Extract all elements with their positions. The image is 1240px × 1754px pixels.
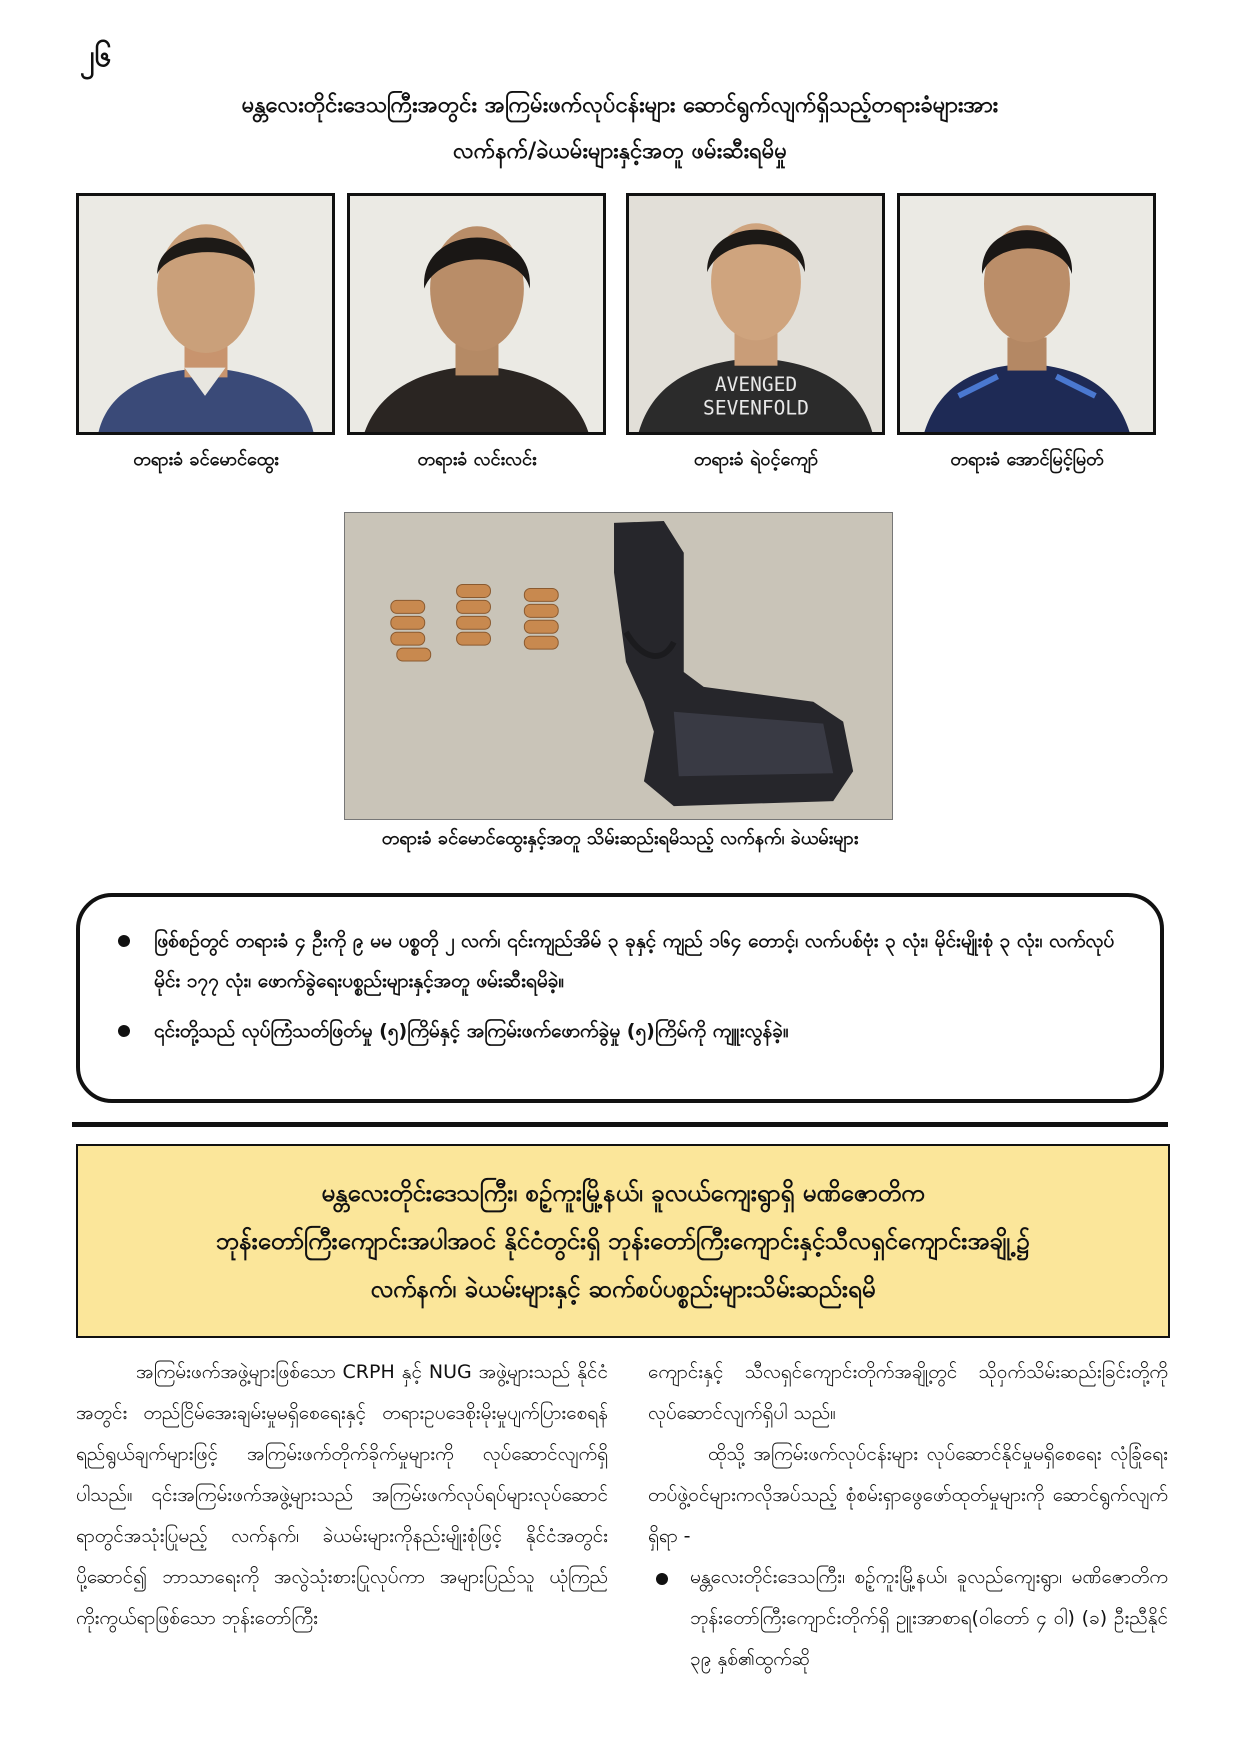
right-paragraph-2: ထိုသို့ အကြမ်းဖက်လုပ်ငန်းများ လုပ်ဆောင်နိုင်မှုမရှိစေရေး လုံခြုံရေးတပ်ဖွဲ့ဝင်များကလိုအပ်သည့် စုံစမ်းရှာဖွေဖော်ထုတ်မှုများကို ဆောင်ရွက်လျက်ရှိရာ - xyxy=(648,1443,1168,1547)
summary-item-2 xyxy=(110,1011,1130,1051)
page-number: ၂၆ xyxy=(80,39,112,74)
shirt-print-line-1: AVENGED xyxy=(714,373,798,397)
suspect-photo-1 xyxy=(76,193,335,435)
shirt-print-line-2: SEVENFOLD xyxy=(703,396,809,420)
banner-line-2: ဘုန်းတော်ကြီးကျောင်းအပါအဝင် နိုင်ငံတွင်းရှိ ဘုန်းတော်ကြီးကျောင်းနှင့်သီလရှင်ကျောင်းအချို့၌ xyxy=(216,1227,1030,1255)
suspect-photo-2 xyxy=(347,193,606,435)
summary-item-1 xyxy=(110,921,1130,1001)
suspect-caption-2: တရားခံ လင်းလင်း xyxy=(417,449,537,470)
summary-box xyxy=(76,893,1164,1103)
right-column xyxy=(648,1352,1168,1680)
evidence-photo xyxy=(344,512,893,820)
left-paragraph: အကြမ်းဖက်အဖွဲ့များဖြစ်သော CRPH နှင့် NUG အဖွဲ့များသည် နိုင်ငံအတွင်း တည်ငြိမ်အေးချမ်းမှုမရှိစေရေးနှင့် တရားဥပဒေစိုးမိုးမှုပျက်ပြားစေရန်ရည်ရွယ်ချက်များဖြင့် အကြမ်းဖက်တိုက်ခိုက်မှုများကို လုပ်ဆောင်လျက်ရှိပါသည်။ ၎င်းအကြမ်းဖက်အဖွဲ့များသည် အကြမ်းဖက်လုပ်ရပ်များလုပ်ဆောင်ရာတွင်အသုံးပြုမည့် လက်နက်၊ ခဲယမ်းများကိုနည်းမျိုးစုံဖြင့် နိုင်ငံအတွင်းပို့ဆောင်၍ ဘာသာရေးကို အလွဲသုံးစားပြုလုပ်ကာ အများပြည်သူ ယုံကြည်ကိုးကွယ်ရာဖြစ်သော ဘုန်းတော်ကြီး xyxy=(76,1361,608,1629)
suspect-caption-3: တရားခံ ရဲဝင့်ကျော် xyxy=(693,449,819,470)
suspect-caption-1: တရားခံ ခင်မောင်ထွေး xyxy=(133,449,279,470)
right-paragraph-1: ကျောင်းနှင့် သီလရှင်ကျောင်းတိုက်အချို့တွင် သိုဝှက်သိမ်းဆည်းခြင်းတို့ကို လုပ်ဆောင်လျက်ရှိပါ သည်။ xyxy=(648,1361,1168,1424)
section-divider xyxy=(72,1122,1168,1127)
bullet-icon xyxy=(118,1025,130,1037)
suspect-photo-4 xyxy=(897,193,1156,435)
bullet-icon xyxy=(656,1573,668,1585)
right-bullet-item xyxy=(648,1557,1168,1680)
summary-item-2-text: ၎င်းတို့သည် လုပ်ကြံသတ်ဖြတ်မှု (၅)ကြိမ်နှင့် အကြမ်းဖက်ဖောက်ခွဲမှု (၅)ကြိမ်ကို ကျူးလွန်ခဲ့။ xyxy=(154,1020,789,1042)
suspect-photo-3 xyxy=(626,193,885,435)
summary-item-1-text: ဖြစ်စဉ်တွင် တရားခံ ၄ ဦးကို ၉ မမ ပစ္စတို ၂ လက်၊ ၎င်းကျည်အိမ် ၃ ခုနှင့် ကျည် ၁၆၄ တောင့်၊ လက်ပစ်ဗုံး ၃ လုံး၊ မိုင်းမျိုးစုံ ၃ လုံး၊ လက်လုပ်မိုင်း ၁၇၇ လုံး၊ ဖောက်ခွဲရေးပစ္စည်းများနှင့်အတူ ဖမ်းဆီးရမိခဲ့။ xyxy=(154,930,1115,992)
headline-line-1: မန္တလေးတိုင်းဒေသကြီးအတွင်း အကြမ်းဖက်လုပ်ငန်းများ ဆောင်ရွက်လျက်ရှိသည့်တရားခံများအား xyxy=(241,93,999,118)
section-banner xyxy=(76,1144,1170,1338)
suspect-caption-4: တရားခံ အောင်မြင့်မြတ် xyxy=(950,449,1104,470)
right-bullet-text: မန္တလေးတိုင်းဒေသကြီး၊ စဉ့်ကူးမြို့နယ်၊ ခူလည်ကျေးရွာ၊ မဏိဇောတိကဘုန်းတော်ကြီးကျောင်းတိုက်ရှိ ဥူးအာစာရ(ဝါတော် ၄ ဝါ) (ခ) ဦးညီနိုင် ၃၉ နှစ်၏ထွက်ဆို xyxy=(690,1566,1168,1670)
left-column xyxy=(76,1352,608,1639)
bullet-icon xyxy=(118,935,130,947)
evidence-caption: တရားခံ ခင်မောင်ထွေးနှင့်အတူ သိမ်းဆည်းရမိသည့် လက်နက်၊ ခဲယမ်းများ xyxy=(381,828,859,849)
banner-line-3: လက်နက်၊ ခဲယမ်းများနှင့် ဆက်စပ်ပစ္စည်းများသိမ်းဆည်းရမိ xyxy=(370,1275,876,1303)
banner-line-1: မန္တလေးတိုင်းဒေသကြီး၊ စဉ့်ကူးမြို့နယ်၊ ခူလယ်ကျေးရွာရှိ မဏိဇောတိက xyxy=(321,1179,925,1207)
headline-line-2: လက်နက်/ခဲယမ်းများနှင့်အတူ ဖမ်းဆီးရမိမှု xyxy=(453,139,787,164)
